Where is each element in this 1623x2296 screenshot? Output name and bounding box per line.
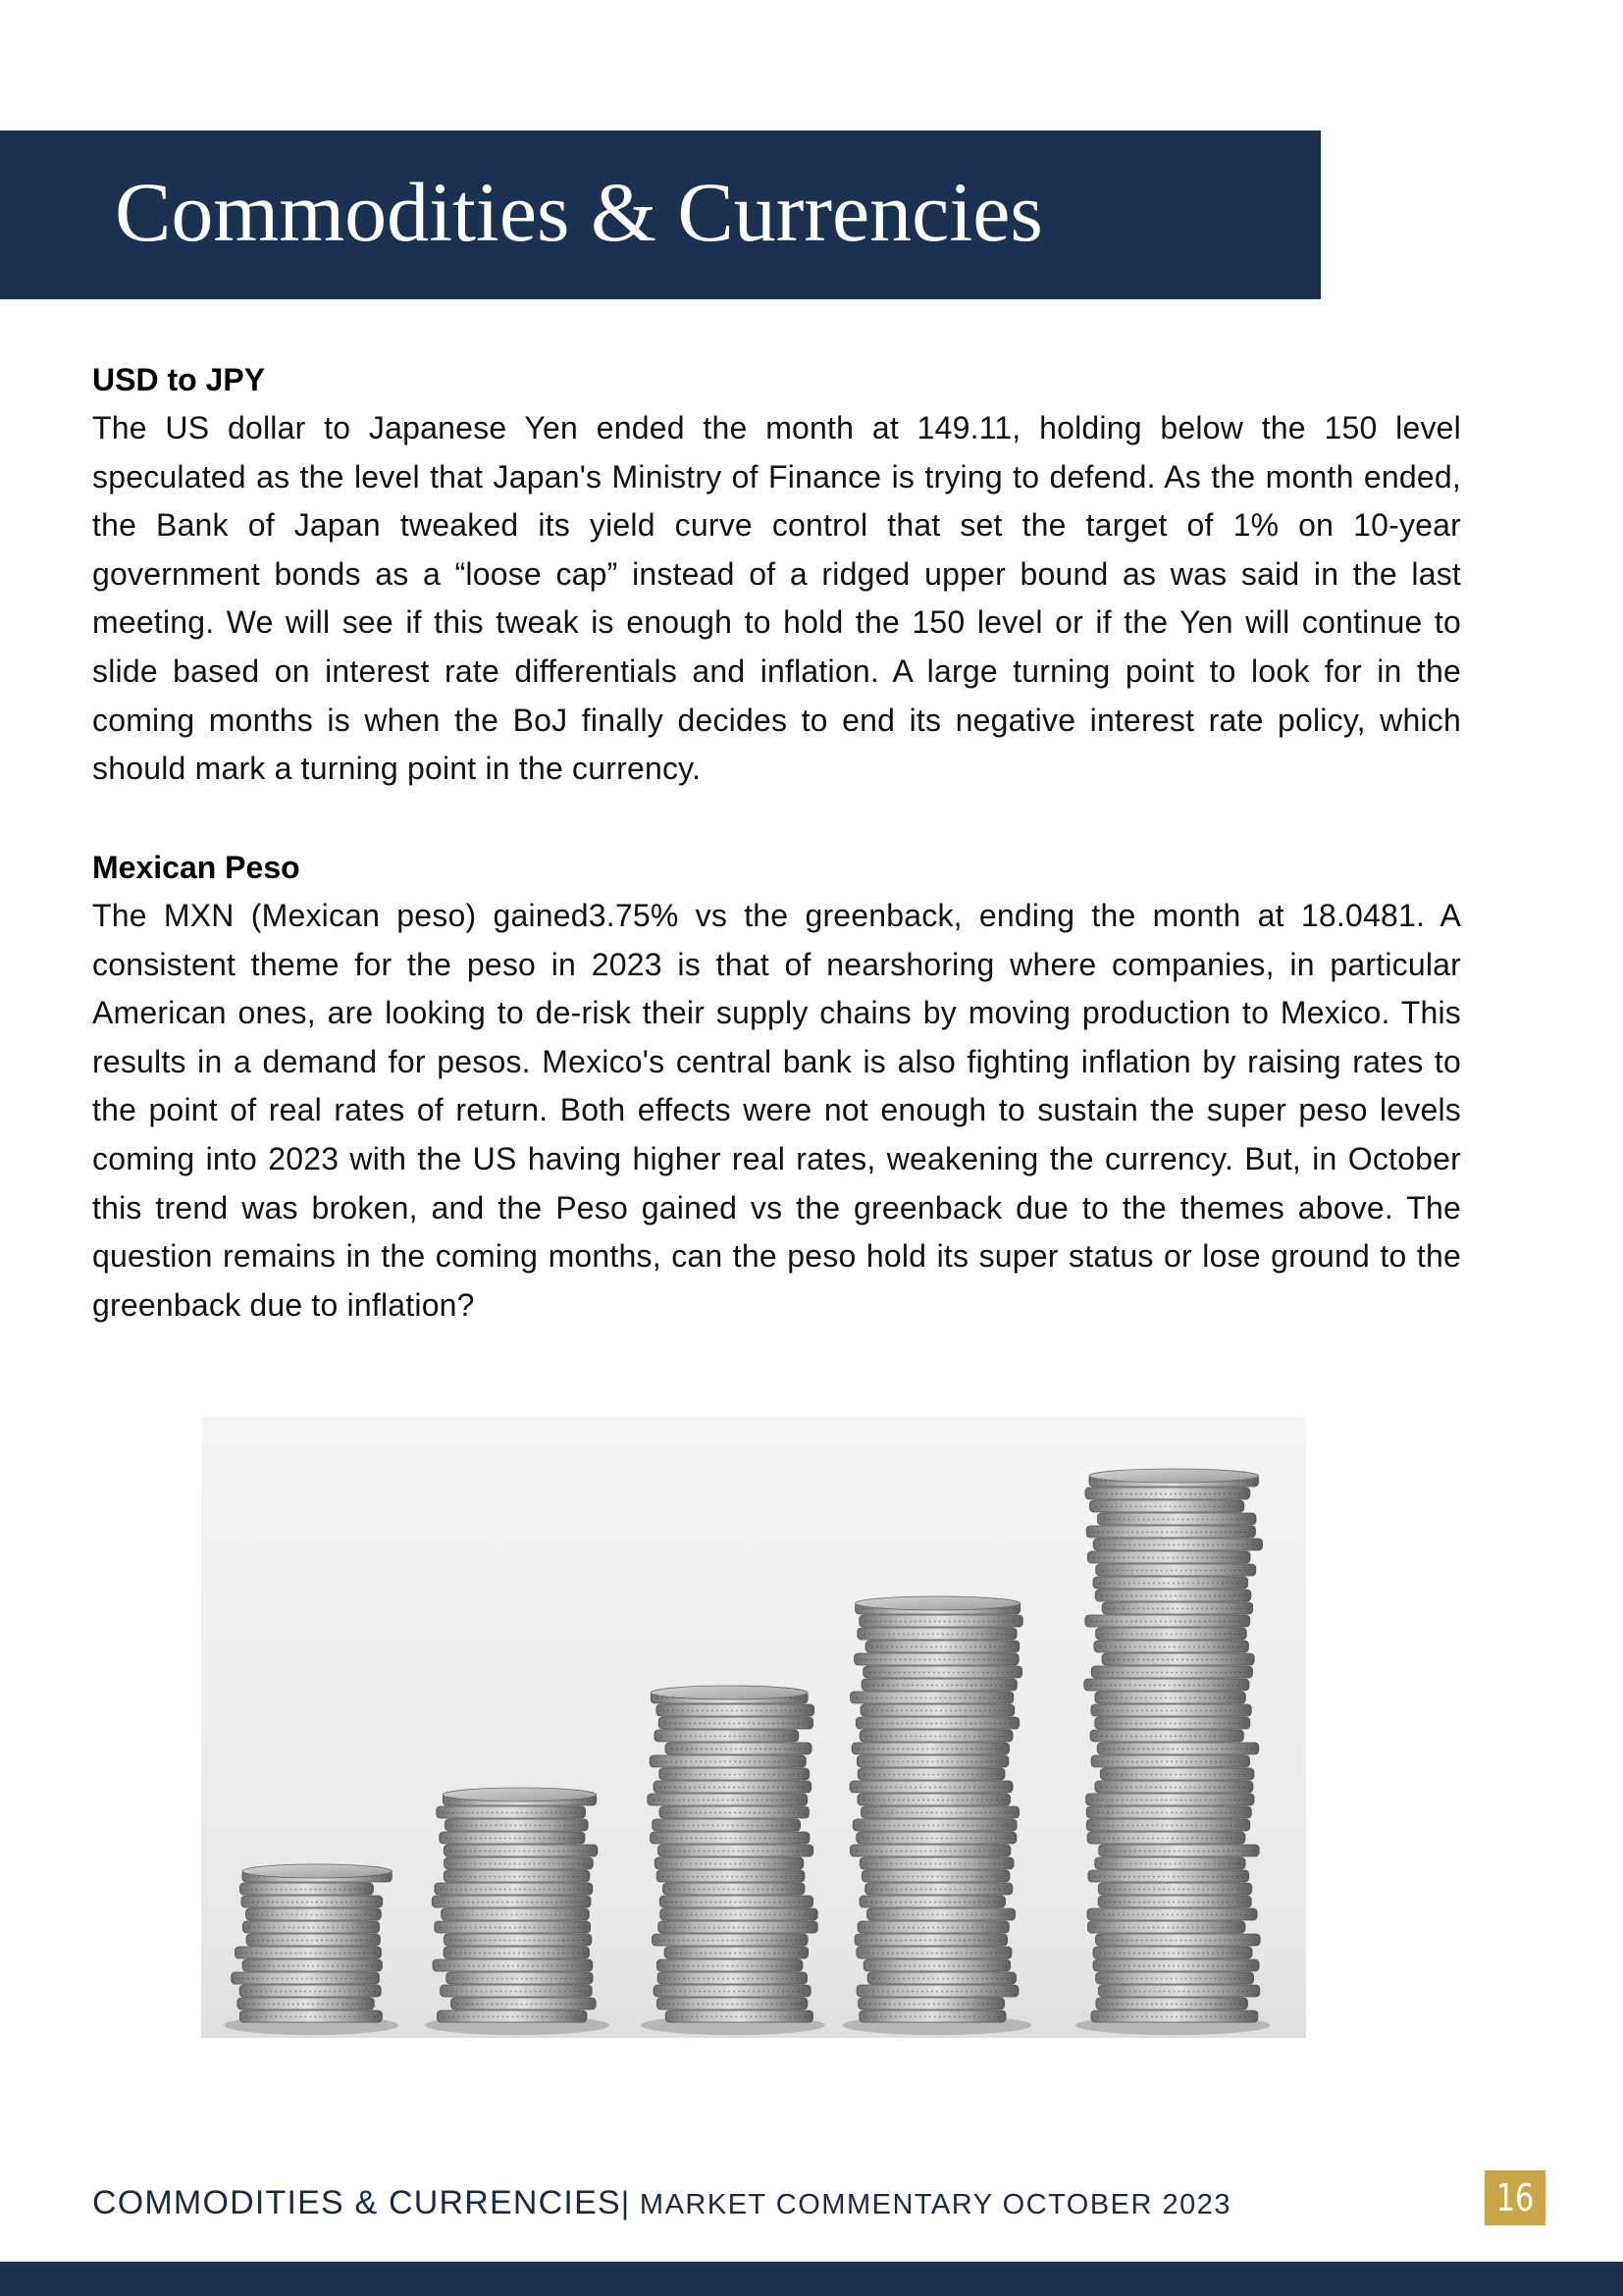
coin-stack bbox=[843, 1596, 1032, 2035]
footer-publication: MARKET COMMENTARY OCTOBER 2023 bbox=[630, 2189, 1232, 2220]
section-usd-jpy bbox=[92, 355, 1461, 794]
section-heading: USD to JPY bbox=[92, 362, 266, 397]
coin-stacks-illustration bbox=[201, 1417, 1306, 2038]
section-mexican-peso bbox=[92, 843, 1461, 1330]
coin-stack bbox=[1075, 1469, 1270, 2035]
section-body: The US dollar to Japanese Yen ended the month at 149.11, holding below the 150 level speculated as the level that Japan's Ministry of Finance is trying to defend. As the month ended, the Bank of Japan tweaked its yield curve control that set the target of 1% on 10-year government bonds as a “loose cap” instead of a ridged upper bound as was said in the last meeting. We will see if this tweak is enough to hold the 150 level or if the Yen will continue to slide based on interest rate differentials and inflation. A large turning point to look for in the coming months is when the BoJ finally decides to end its negative interest rate policy, which should mark a turning point in the currency. bbox=[92, 410, 1461, 787]
coin-stack bbox=[641, 1686, 825, 2035]
footer-separator: | bbox=[620, 2185, 631, 2220]
section-body: The MXN (Mexican peso) gained3.75% vs the greenback, ending the month at 18.0481. A consistent theme for the peso in 2023 is that of nearshoring where companies, in particular American ones, are looking to de-risk their supply chains by moving production to Mexico. This results in a demand for pesos. Mexico's central bank is also fighting inflation by raising rates to the point of real rates of return. Both effects were not enough to sustain the super peso levels coming into 2023 with the US having higher real rates, weakening the currency. But, in October this trend was broken, and the Peso gained vs the greenback due to the themes above. The question remains in the coming months, can the peso hold its super status or lose ground to the greenback due to inflation? bbox=[92, 898, 1461, 1323]
footer-section-label: COMMODITIES & CURRENCIES bbox=[92, 2184, 621, 2221]
coin-stacks-photo bbox=[201, 1417, 1306, 2038]
page-number: 16 bbox=[1485, 2170, 1545, 2225]
footer-text bbox=[92, 2181, 1231, 2226]
bottom-bar bbox=[0, 2262, 1623, 2296]
coin-stack bbox=[224, 1864, 398, 2035]
section-heading: Mexican Peso bbox=[92, 850, 300, 885]
page-title: Commodities & Currencies bbox=[115, 165, 1043, 259]
